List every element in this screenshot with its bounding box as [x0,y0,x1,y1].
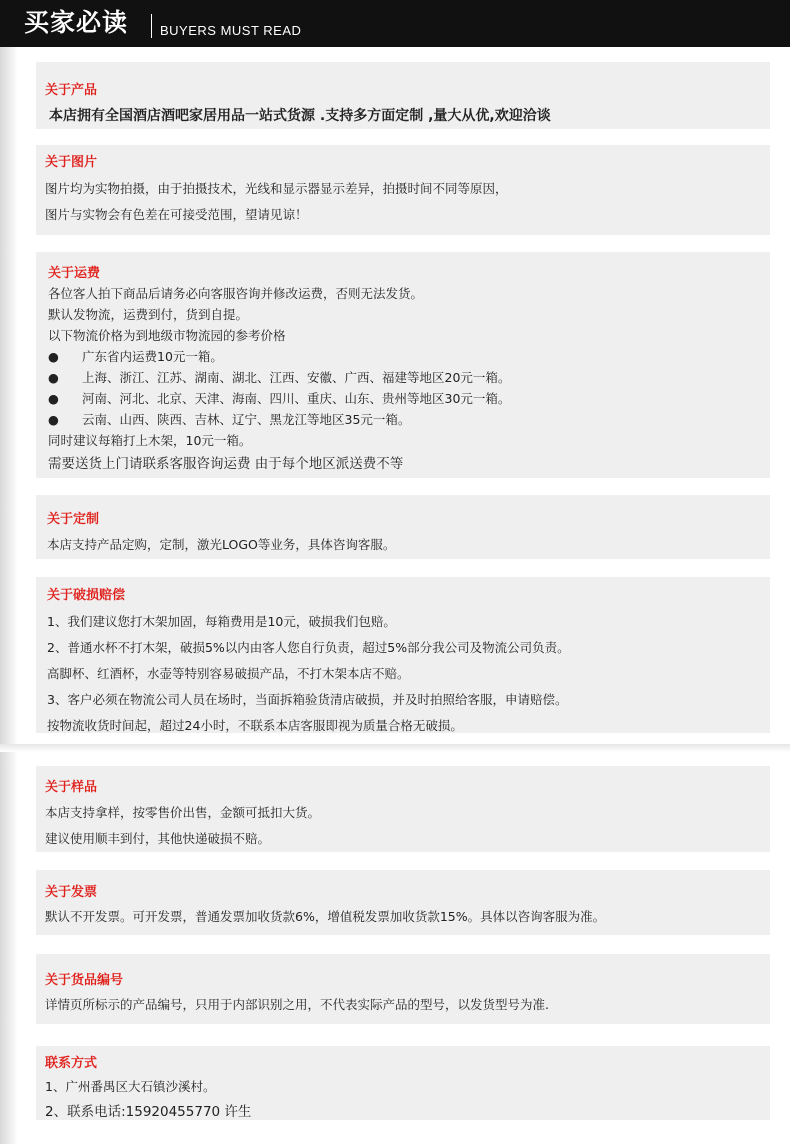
section-title: 关于破损赔偿 [47,588,126,603]
section-text: 本店支持拿样，按零售价出售，金额可抵扣大货。 [45,805,321,820]
section-text: 本店支持产品定购，定制，激光LOGO等业务，具体咨询客服。 [47,537,396,552]
section-images [36,145,770,235]
bullet-icon: ● [48,412,59,427]
section-text: 默认不开发票。可开发票，普通发票加收货款6%，增值税发票加收货款15%。具体以咨询客服为准。 [45,909,606,924]
section-text: 2、普通水杯不打木架，破损5%以内由客人您自行负责，超过5%部分我公司及物流公司负责。 [47,640,570,655]
left-shadow [0,47,18,1144]
header-divider [151,14,152,38]
section-text: 图片与实物会有色差在可接受范围，望请见谅！ [45,207,308,222]
section-divider [0,744,790,752]
section-text: 高脚杯、红酒杯，水壶等特别容易破损产品，不打木架本店不赔。 [47,666,410,681]
section-title: 关于货品编号 [45,973,124,988]
header-title-cn: 买家必读 [24,8,129,37]
section-contact [36,1046,770,1120]
contact-phone: 2、联系电话:15920455770 许生 [45,1104,252,1120]
section-title: 联系方式 [45,1056,98,1071]
section-product [36,62,770,129]
section-text: 各位客人拍下商品后请务必向客服咨询并修改运费，否则无法发货。 [48,286,424,301]
section-text: 详情页所标示的产品编号，只用于内部识别之用，不代表实际产品的型号，以发货型号为准. [45,997,549,1012]
section-title: 关于运费 [48,266,101,281]
bullet-icon: ● [48,349,59,364]
section-title: 关于定制 [47,512,100,527]
header-title-en: BUYERS MUST READ [160,23,302,38]
shipping-rate-item: ● 广东省内运费10元一箱。 [48,349,223,364]
section-customization [36,495,770,559]
section-invoice [36,870,770,935]
section-samples [36,766,770,852]
section-text: 按物流收货时间起，超过24小时，不联系本店客服即视为质量合格无破损。 [47,718,463,733]
section-item-number [36,954,770,1024]
section-title: 关于样品 [45,780,98,795]
section-text: 建议使用顺丰到付，其他快递破损不赔。 [45,831,271,846]
section-text: 以下物流价格为到地级市物流园的参考价格 [48,328,286,343]
section-shipping [36,252,770,478]
section-text: 图片均为实物拍摄，由于拍摄技术，光线和显示器显示差异，拍摄时间不同等原因， [45,181,508,196]
section-text: 同时建议每箱打上木架，10元一箱。 [48,433,252,448]
shipping-rate-item: ● 河南、河北、北京、天津、海南、四川、重庆、山东、贵州等地区30元一箱。 [48,391,511,406]
section-title: 关于发票 [45,885,98,900]
section-text: 需要送货上门请联系客服咨询运费 由于每个地区派送费不等 [48,456,404,472]
section-title: 关于图片 [45,155,98,170]
shipping-rate-item: ● 上海、浙江、江苏、湖南、湖北、江西、安徽、广西、福建等地区20元一箱。 [48,370,511,385]
page-header [0,0,790,47]
bullet-icon: ● [48,391,59,406]
shipping-rate-item: ● 云南、山西、陕西、吉林、辽宁、黑龙江等地区35元一箱。 [48,412,411,427]
section-text: 3、客户必须在物流公司人员在场时，当面拆箱验货清店破损，并及时拍照给客服，申请赔偿。 [47,692,568,707]
section-text: 本店拥有全国酒店酒吧家居用品一站式货源 .支持多方面定制 ,量大从优,欢迎洽谈 [49,108,551,124]
bullet-icon: ● [48,370,59,385]
section-text: 默认发物流，运费到付，货到自提。 [48,307,249,322]
section-text: 1、我们建议您打木架加固，每箱费用是10元，破损我们包赔。 [47,614,396,629]
section-damage-compensation [36,577,770,733]
section-title: 关于产品 [45,83,98,98]
contact-address: 1、广州番禺区大石镇沙溪村。 [45,1079,216,1094]
